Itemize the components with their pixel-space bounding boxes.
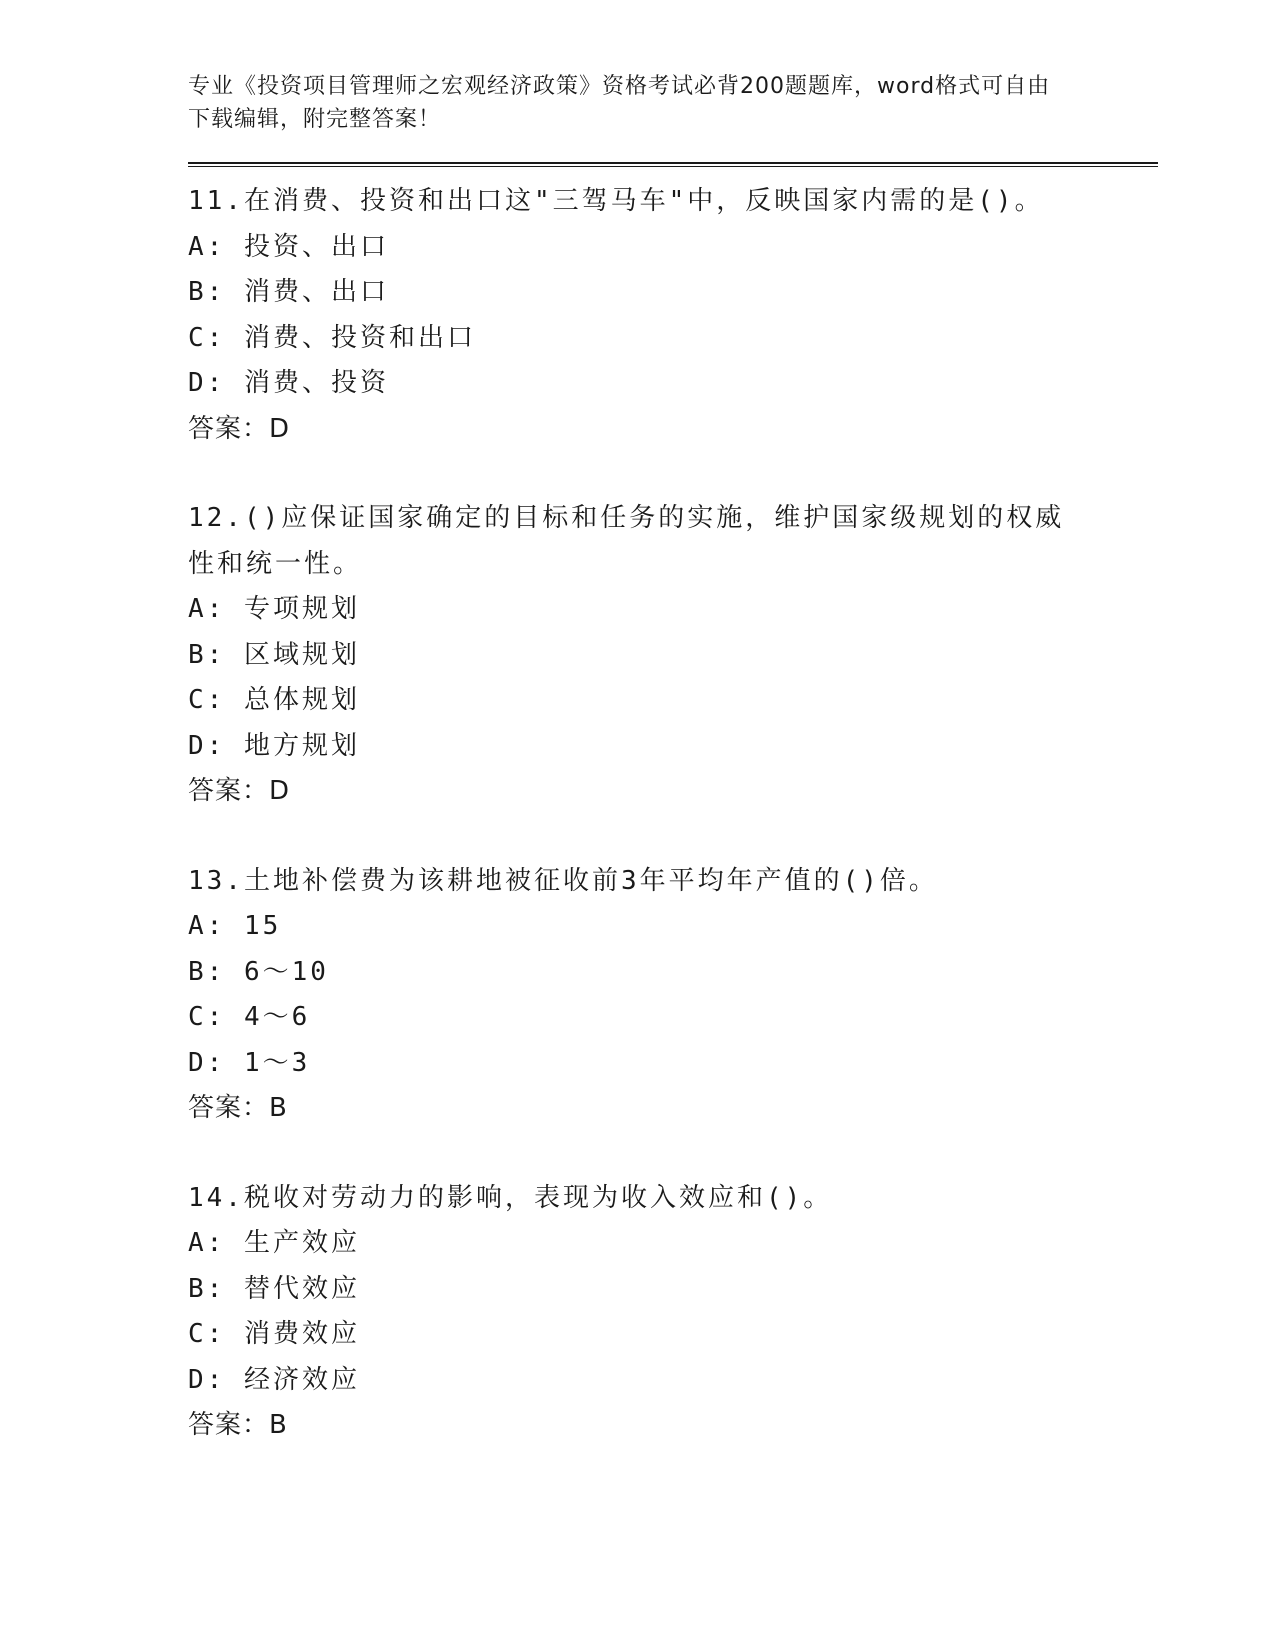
option-d: D: 经济效应: [188, 1364, 360, 1395]
answer: 答案：B: [188, 1410, 288, 1440]
option-b: B: 区域规划: [188, 639, 360, 670]
option-c: C: 4～6: [188, 1002, 311, 1032]
option-a: A: 生产效应: [188, 1228, 360, 1258]
option-c: C: 消费、投资和出口: [188, 322, 476, 353]
option-b: B: 消费、出口: [188, 277, 389, 307]
question-stem: 13.土地补偿费为该耕地被征收前3年平均年产值的()倍。: [188, 865, 938, 896]
question-12: [188, 496, 1158, 815]
question-stem: 11.在消费、投资和出口这"三驾马车"中，反映国家内需的是()。: [188, 186, 1044, 216]
answer: 答案：B: [188, 1093, 288, 1123]
question-14: [188, 1176, 1158, 1449]
question-13: [188, 859, 1158, 1132]
option-b: B: 6～10: [188, 956, 329, 987]
header-divider: [188, 162, 1158, 167]
option-a: A: 15: [188, 911, 282, 941]
question-stem: 12.()应保证国家确定的目标和任务的实施，维护国家级规划的权威性和统一性。: [188, 503, 1065, 579]
question-11: [188, 179, 1158, 452]
option-d: D: 地方规划: [188, 730, 360, 761]
option-c: C: 总体规划: [188, 685, 360, 715]
option-a: A: 投资、出口: [188, 231, 389, 262]
answer: 答案：D: [188, 413, 291, 444]
option-a: A: 专项规划: [188, 594, 360, 624]
option-c: C: 消费效应: [188, 1319, 360, 1349]
document-title: 专业《投资项目管理师之宏观经济政策》资格考试必背200题题库，word格式可自由下载编辑，附完整答案！: [188, 74, 1051, 132]
option-d: D: 消费、投资: [188, 368, 389, 398]
option-d: D: 1～3: [188, 1047, 311, 1078]
option-b: B: 替代效应: [188, 1273, 360, 1304]
answer: 答案：D: [188, 776, 291, 806]
question-stem: 14.税收对劳动力的影响，表现为收入效应和()。: [188, 1182, 833, 1213]
document-page: [188, 70, 1158, 1493]
